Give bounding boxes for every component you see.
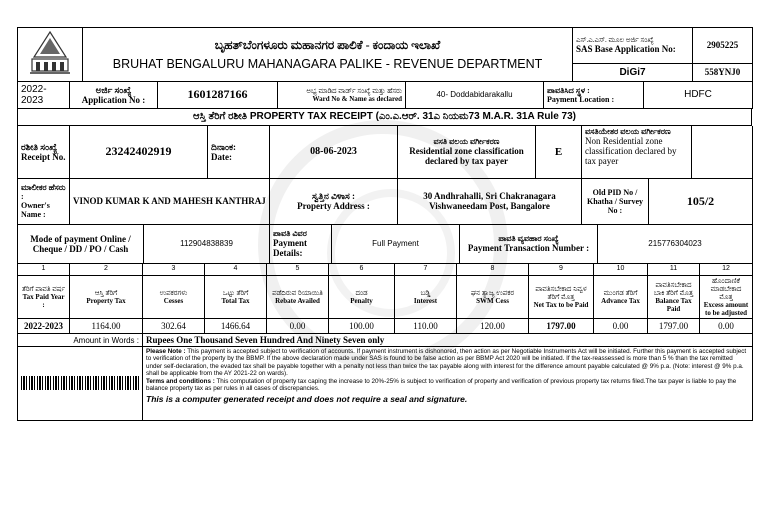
column-header [395,276,457,319]
sas-label-english: SAS Base Application No: [576,44,676,55]
transaction-number-label-cell [460,225,598,263]
sas-label-cell [573,28,693,64]
receipt-title-kannada: ಆಸ್ತಿ ತೆರಿಗೆ ರಶೀತಿ [193,111,248,123]
column-header [329,276,395,319]
column-header [205,276,267,319]
terms-label: Terms and conditions : [146,377,215,385]
column-header [700,276,753,319]
ward-label-cell [278,82,406,108]
owner-label-kannada: ಮಾಲೀಕರ ಹೆಸರು : [21,183,66,202]
terms-text: This computation of property tax caping the increase to 20%-25% is subject to verification of property and verification of previous property tax returns filed.The tax payer is liable to pay the balance property tax as per rules in all cases of discrepancies. [146,377,737,393]
column-header-english: Tax Paid Year : [22,293,65,309]
column-header-english: Net Tax to be Paid [533,301,589,309]
non-residential-zone-label-kannada: ವಸತಿಯೇತರ ವಲಯ ವರ್ಗೀಕರಣ [585,127,671,136]
column-header-english: Penalty [350,297,373,305]
column-header-kannada: ಪಾವತಿಸಬೇಕಾದ ನಿವ್ವಳ ತೆರಿಗೆ ಮೊತ್ತ [535,285,587,301]
table-row [18,319,753,334]
receipt-row [17,126,753,179]
application-label-english: Application No : [81,94,146,105]
payment-details-label-english: Payment Details: [273,238,307,259]
column-number-row [18,264,753,276]
ward-label-english: Ward No & Name as declared [312,94,402,103]
payment-details-label-kannada: ಪಾವತಿ ವಿವರ [273,229,307,239]
column-header-english: Total Tax [221,297,250,305]
barcode-cell [18,347,143,420]
column-number: 12 [700,264,753,276]
column-header-english: Property Tax [86,297,126,305]
column-header-english: Advance Tax [601,297,640,305]
notes-text-cell [143,347,753,420]
column-header-kannada: ಒಟ್ಟು ತೆರಿಗೆ [222,289,249,297]
receipt-number: 23242402919 [70,126,208,178]
receipt-no-label-cell [18,126,70,178]
sas-label-kannada: ಎಸ್.ಎ.ಎಸ್. ಮೂಲ ಅರ್ಜಿ ಸಂಖ್ಯೆ [576,36,654,45]
column-header [594,276,648,319]
computer-generated-note: This is a computer generated receipt and does not require a seal and signature. [146,394,468,405]
residential-zone-label-kannada: ವಸತಿ ವಲಯ ವರ್ಗೀಕರಣ [433,137,500,147]
column-header-english: Balance Tax Paid [655,297,692,313]
payment-details-value: Full Payment [332,225,460,263]
column-number: 7 [395,264,457,276]
digi-label: DiGi7 [573,63,693,81]
date-label-kannada: ದಿನಾಂಕ: [211,141,237,152]
column-header [70,276,143,319]
table-cell: 0.00 [267,319,329,334]
column-header-kannada: ತೆರಿಗೆ ಪಾವತಿ ವರ್ಷ [21,285,66,293]
column-header-english: SWM Cess [476,297,509,305]
receipt-title [18,109,752,126]
column-header [529,276,594,319]
amount-in-words-value: Rupees One Thousand Seven Hundred And Ninety Seven only [143,334,753,347]
receipt-title-rule: (ಎಂ.ಎ.ಆರ್. 31ಎ ನಿಯಮ73 M.A.R. 31A Rule 73) [375,111,576,123]
receipt-title-row [17,109,752,127]
column-header-kannada: ಪಾವತಿಸಬೇಕಾದ ಬಾಕಿ ತೆರಿಗೆ ಮೊತ್ತ [653,281,694,297]
owner-name: VINOD KUMAR K AND MAHESH KANTHRAJ [70,179,270,225]
payment-row [17,225,753,264]
pid-label: Old PID No / Khatha / Survey No : [582,179,649,225]
column-header [457,276,529,319]
column-header-row [18,276,753,319]
date-label-english: Date: [211,151,232,162]
column-header-kannada: ಘನ ತ್ಯಾಜ್ಯ ಉಪಕರ [470,289,515,297]
table-cell: 1164.00 [70,319,143,334]
column-header-kannada: ಪಡೆದಿರುವ ರಿಯಾಯಿತಿ [272,289,323,297]
column-header-english: Cesses [163,297,184,305]
column-number: 6 [329,264,395,276]
column-number: 4 [205,264,267,276]
table-cell: 1797.00 [648,319,700,334]
column-header [143,276,205,319]
column-number: 11 [648,264,700,276]
column-header [267,276,329,319]
application-row [17,82,753,109]
property-tax-receipt [17,27,752,421]
residential-zone-label-cell [398,126,536,178]
non-residential-zone-label-cell [582,126,692,178]
non-residential-zone-value [692,126,753,178]
table-cell: 302.64 [143,319,205,334]
receipt-no-label-kannada: ರಶೀತಿ ಸಂಖ್ಯೆ [21,141,58,152]
please-note-text: This payment is accepted subject to verification of accounts. If payment instrument is dishonored, then action as per Negotiable Instruments Act will be initiated. Further this payment is accepted subject to verification of the property by the BBMP. If the above declaration made under SAS is found to be false action as per BBMP Act 2020 will be initiated. If the tax-reassessed is more than 5 % than the tax remitted under self-declaration, the evaded tax shall be payable together with a penalty not less than twice the tax payable along with interest for the difference amount payable calculated @ 9% p.a. (Note: interest @ 9% p.a. shall be applicable from the AY 2021-22 on wards). [146,348,747,378]
owner-row [17,179,753,226]
title-kannada: ಬೃಹತ್‌ಬೆಂಗಳೂರು ಮಹಾನಗರ ಪಾಲಿಕೆ - ಕಂದಾಯ ಇಲಾಖೆ [214,38,441,52]
payment-location-label-english: Payment Location : [547,94,615,104]
notes-section [17,347,753,421]
payment-details-label-cell [270,225,332,263]
barcode-icon [21,376,139,390]
column-number: 10 [594,264,648,276]
table-cell: 1466.64 [205,319,267,334]
column-number: 1 [18,264,70,276]
column-header-kannada: ಮುಂಗಡ ತೆರಿಗೆ [603,289,638,297]
receipt-no-label-english: Receipt No. [21,151,66,162]
column-header [648,276,700,319]
date-label-cell [208,126,270,178]
application-label-cell [70,82,158,108]
table-cell: 110.00 [395,319,457,334]
residential-zone-label-english: Residential zone classification declared by tax payer [409,146,524,167]
application-number: 1601287166 [158,82,278,108]
application-year: 2022-2023 [18,82,70,108]
property-address-label-english: Property Address : [297,201,370,212]
column-number: 3 [143,264,205,276]
ward-value: 40- Doddabidarakallu [406,82,544,108]
owner-label-english: Owner's Name : [21,201,50,220]
property-address-label-kannada: ಸ್ವತ್ತಿನ ವಿಳಾಸ : [311,191,356,202]
pid-value: 105/2 [649,179,753,225]
owner-label-cell [18,179,70,225]
ward-label-kannada: ಅಭ್ಯ ಮಾಡಿದ ವಾರ್ಡ್ ಸಂಖ್ಯೆ ಮತ್ತು ಹೆಸರು [306,86,402,95]
transaction-number-value: 215776304023 [598,225,753,263]
column-header-english: Interest [413,297,438,305]
table-cell: 100.00 [329,319,395,334]
column-number: 2 [70,264,143,276]
table-cell: 0.00 [594,319,648,334]
transaction-number-label-english: Payment Transaction Number : [467,243,590,254]
column-header-english: Excess amount to be adjusted [703,301,749,317]
application-label-kannada: ಅರ್ಜಿ ಸಂಖ್ಯೆ [95,84,132,95]
sas-number: 2905225 [693,28,753,64]
receipt-title-english: PROPERTY TAX RECEIPT [249,111,373,123]
column-header-kannada: ಉಪಕರಗಳು [159,289,188,297]
receipt-date: 08-06-2023 [270,126,398,178]
table-cell: 0.00 [700,319,753,334]
column-header-kannada: ಆಸ್ತಿ ತೆರಿಗೆ [94,289,118,297]
table-cell: 1797.00 [529,319,594,334]
bbmp-emblem-cell [18,28,83,82]
non-residential-zone-label-english: Non Residential zone classification declared by tax payer [585,136,677,166]
payment-mode-label: Mode of payment Online / Cheque / DD / PO / Cash [18,225,144,263]
payment-mode-value: 112904838839 [144,225,270,263]
column-number: 8 [457,264,529,276]
please-note-label: Please Note : [146,348,186,355]
column-header-kannada: ಬಡ್ಡಿ [420,289,431,297]
property-address-label-cell [270,179,398,225]
column-header-kannada: ದಂಡ [355,289,368,297]
digi-code: 558YNJ0 [693,63,753,81]
payment-location-label-kannada: ಪಾವತಿಸಿದ ಸ್ಥಳ : [547,85,590,95]
payment-location-value: HDFC [644,82,753,108]
payment-location-label-cell [544,82,644,108]
table-cell: 120.00 [457,319,529,334]
amount-in-words-label: Amount in Words : [18,334,143,347]
amount-in-words-row [17,334,753,347]
bbmp-emblem-icon [28,29,72,75]
property-address: 30 Andhrahalli, Sri Chakranagara Vishwaneedam Post, Bangalore [398,179,582,225]
tax-breakdown-table [17,264,753,335]
residential-zone-value: E [536,126,582,178]
title-english: BRUHAT BENGALURU MAHANAGARA PALIKE - REVENUE DEPARTMENT [112,57,543,71]
transaction-number-label-kannada: ಪಾವತಿ ವ್ಯವಹಾರ ಸಂಖ್ಯೆ [498,234,559,244]
column-number: 5 [267,264,329,276]
column-header [18,276,70,319]
column-header-english: Rebate Availed [275,297,320,305]
receipt-header [17,27,753,82]
column-number: 9 [529,264,594,276]
table-cell: 2022-2023 [18,319,70,334]
header-title-cell [83,28,573,82]
column-header-kannada: ಹೊಂದಾಣಿಕೆ ಮಾಡಬೇಕಾದ ಮೊತ್ತ [710,277,742,301]
